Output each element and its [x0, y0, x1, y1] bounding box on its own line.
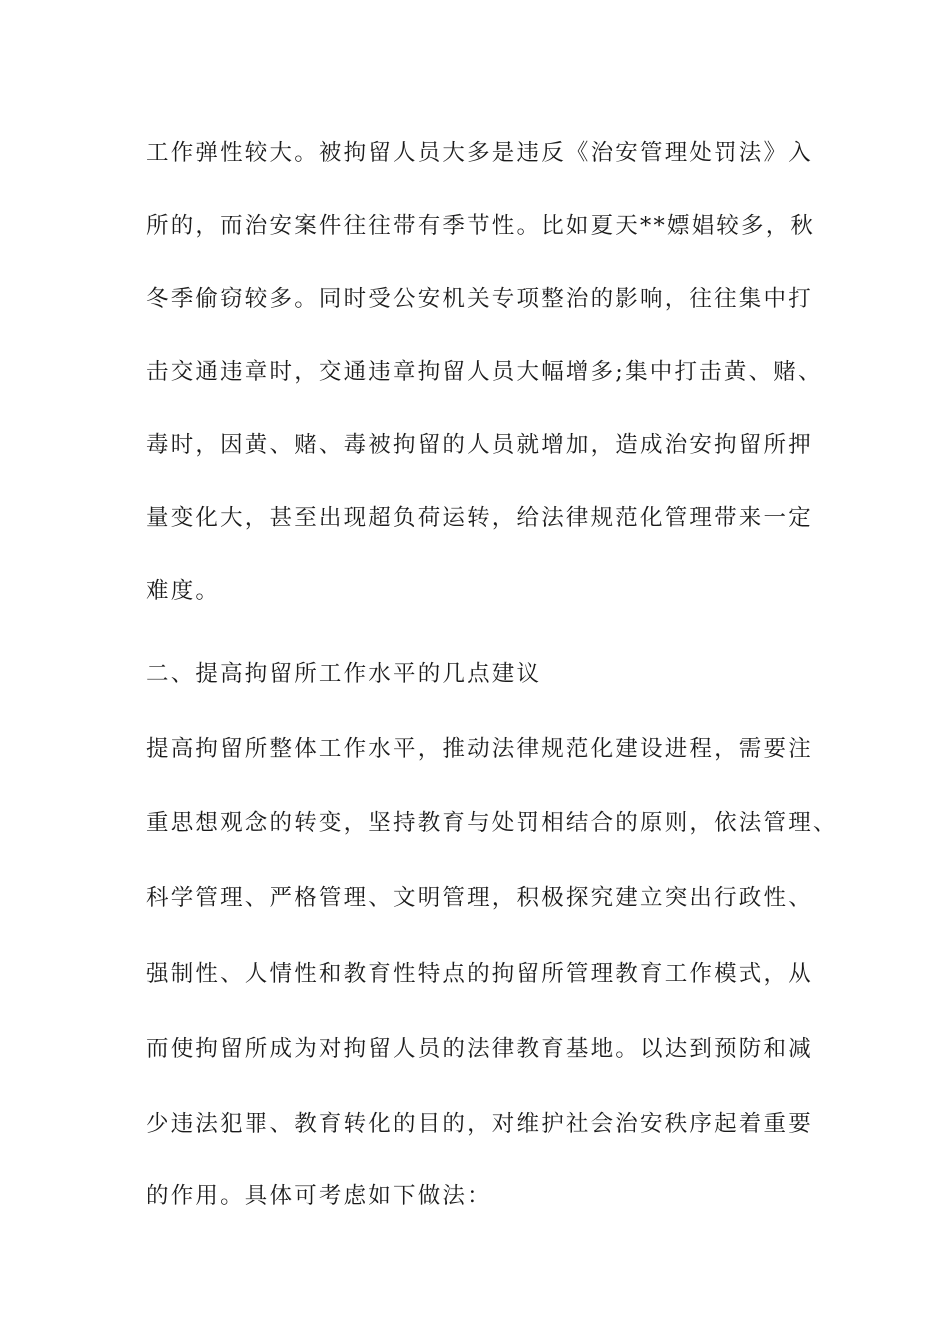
text-line-10: 重思想观念的转变，坚持教育与处罚相结合的原则，依法管理、 [146, 810, 838, 836]
text-line-5: 毒时，因黄、赌、毒被拘留的人员就增加，造成治安拘留所押 [146, 432, 813, 458]
text-line-15: 的作用。具体可考虑如下做法： [146, 1183, 492, 1209]
section-heading: 二、提高拘留所工作水平的几点建议 [146, 661, 542, 687]
text-line-9: 提高拘留所整体工作水平，推动法律规范化建设进程，需要注 [146, 736, 813, 762]
text-line-12: 强制性、人情性和教育性特点的拘留所管理教育工作模式，从 [146, 961, 813, 987]
text-line-6: 量变化大，甚至出现超负荷运转，给法律规范化管理带来一定 [146, 505, 813, 531]
text-line-11: 科学管理、严格管理、文明管理，积极探究建立突出行政性、 [146, 885, 813, 911]
text-line-1: 工作弹性较大。被拘留人员大多是违反《治安管理处罚法》入 [146, 140, 813, 166]
text-line-4: 击交通违章时，交通违章拘留人员大幅增多;集中打击黄、赌、 [146, 359, 823, 385]
text-line-2: 所的，而治安案件往往带有季节性。比如夏天**嫖娼较多，秋 [146, 213, 816, 239]
text-line-3: 冬季偷窃较多。同时受公安机关专项整治的影响，往往集中打 [146, 286, 813, 312]
text-line-14: 少违法犯罪、教育转化的目的，对维护社会治安秩序起着重要 [146, 1111, 813, 1137]
text-line-7: 难度。 [146, 578, 221, 604]
text-line-13: 而使拘留所成为对拘留人员的法律教育基地。以达到预防和减 [146, 1036, 813, 1062]
